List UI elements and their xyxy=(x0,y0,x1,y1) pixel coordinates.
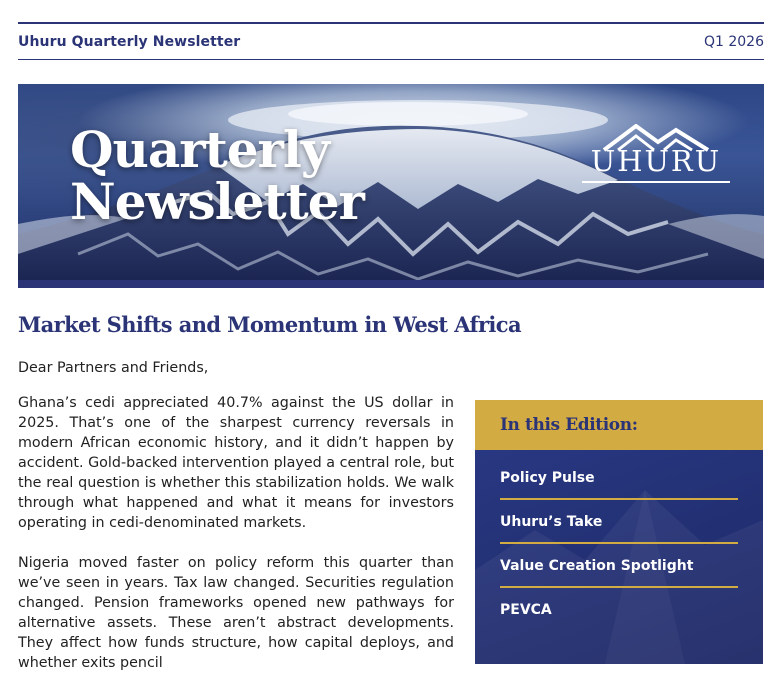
logo-wordmark: UHURU xyxy=(590,144,722,178)
salutation: Dear Partners and Friends, xyxy=(18,360,209,376)
toc-item-uhurus-take[interactable]: Uhuru’s Take xyxy=(500,514,603,530)
uhuru-logo xyxy=(578,124,734,188)
hero-title-line1: Quarterly xyxy=(70,120,329,179)
toc-divider xyxy=(500,586,738,588)
toc-item-policy-pulse[interactable]: Policy Pulse xyxy=(500,470,595,486)
article-paragraph-1: Ghana’s cedi appreciated 40.7% against the US dollar in 2025. That’s one of the sharpest currency reversals in modern African economic history, and it didn’t happen by accident. Gold-backed intervention played a central role, but the real question is whether this stabilization holds. We walk through what happened and what it means for investors operating in cedi-denominated markets. xyxy=(18,395,454,531)
hero-bottom-band xyxy=(18,280,764,288)
logo-underline xyxy=(582,181,730,183)
edition-contents-panel xyxy=(475,400,763,664)
hero-banner xyxy=(18,84,764,288)
article-headline: Market Shifts and Momentum in West Africa xyxy=(18,312,522,337)
edition-heading-band xyxy=(475,400,763,450)
toc-divider xyxy=(500,498,738,500)
newsletter-name: Uhuru Quarterly Newsletter xyxy=(18,34,241,50)
toc-item-pevca[interactable]: PEVCA xyxy=(500,602,552,618)
issue-label: Q1 2026 xyxy=(703,34,764,50)
toc-item-value-creation-spotlight[interactable]: Value Creation Spotlight xyxy=(500,558,694,574)
edition-heading: In this Edition: xyxy=(500,415,638,435)
article-paragraph-2: Nigeria moved faster on policy reform this quarter than we’ve seen in years. Tax law changed. Securities regulation changed. Pension frameworks opened new pathways for alternative assets. These aren’t abstract developments. They affect how funds structure, how capital deploys, and whether exits pencil xyxy=(18,555,454,671)
hero-title-line2: Newsletter xyxy=(70,172,364,231)
toc-divider xyxy=(500,542,738,544)
newsletter-header-bar xyxy=(18,22,764,60)
hero-title xyxy=(70,120,364,231)
